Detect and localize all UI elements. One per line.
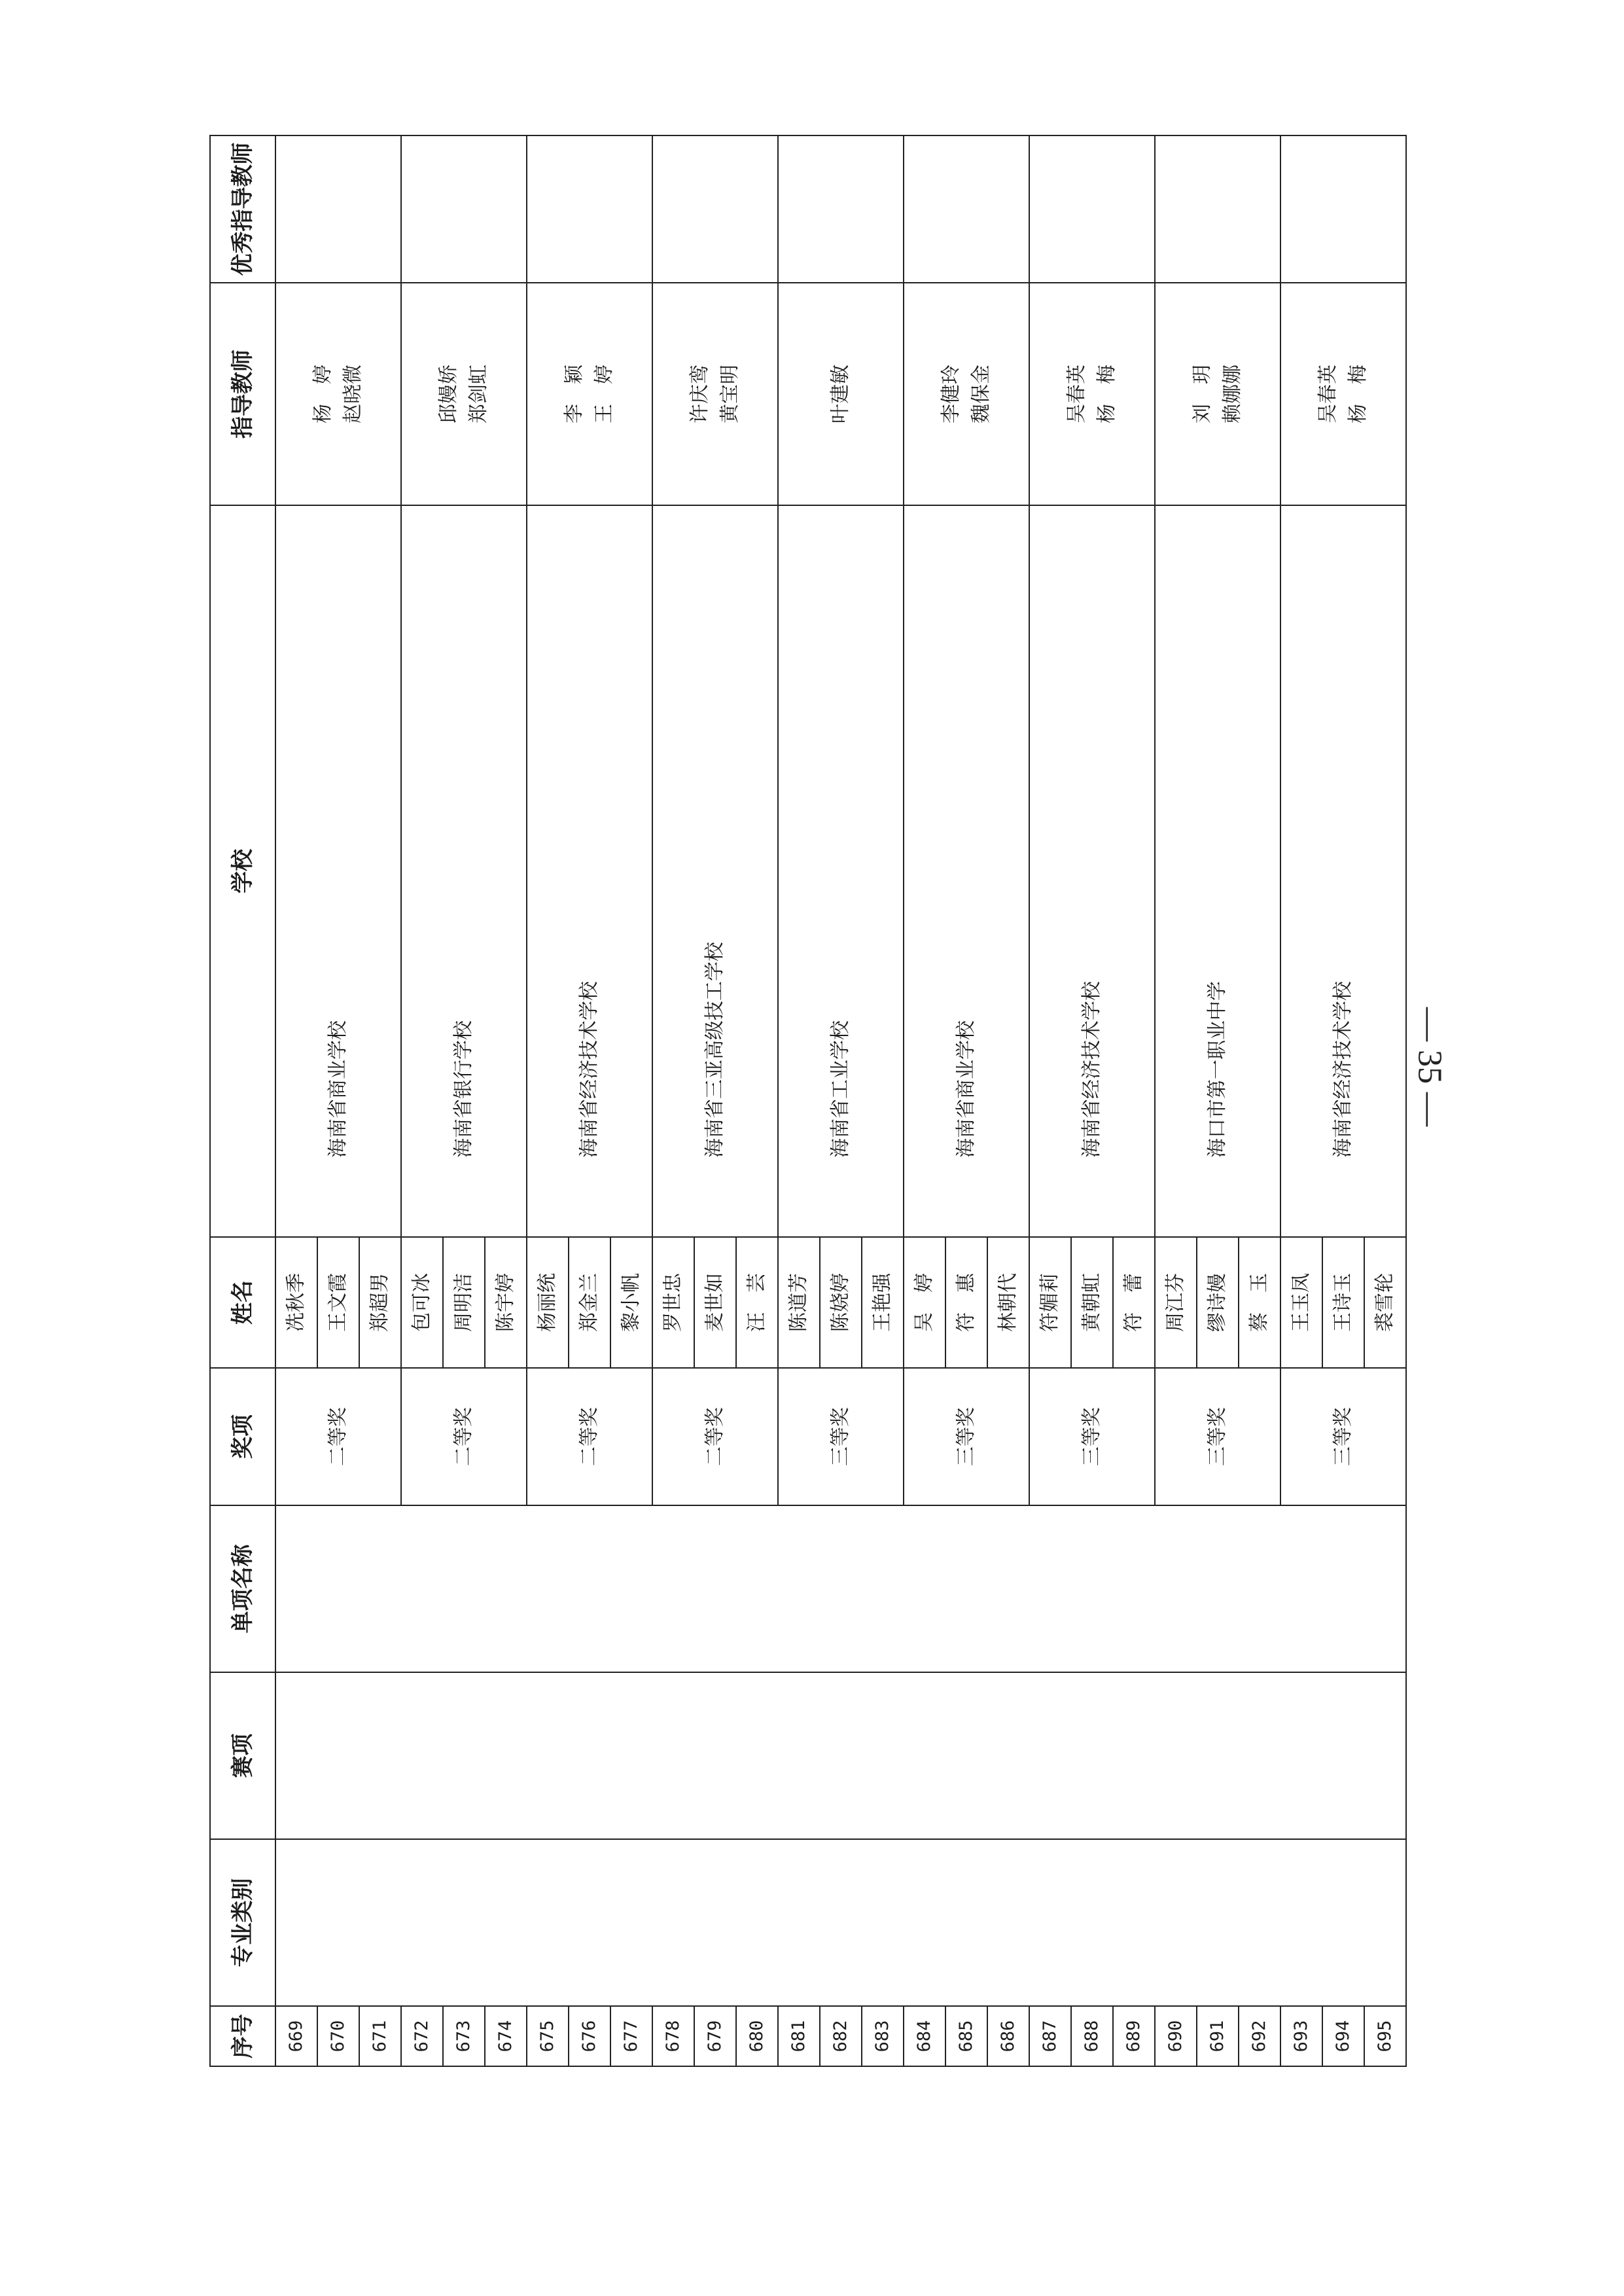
seq-cell: 690 — [1155, 2006, 1197, 2066]
school-cell: 海南省经济技术学校 — [1029, 505, 1155, 1237]
name-cell: 陈道芳 — [778, 1237, 820, 1368]
seq-cell: 682 — [820, 2006, 862, 2066]
award-cell: 三等奖 — [1280, 1368, 1406, 1505]
seq-cell: 684 — [904, 2006, 945, 2066]
name-cell: 汪 芸 — [736, 1237, 778, 1368]
teacher-cell: 吴春英 杨 梅 — [1029, 283, 1155, 505]
award-cell: 三等奖 — [778, 1368, 904, 1505]
teacher-cell: 邱嫚娇 郑剑虹 — [401, 283, 527, 505]
seq-cell: 683 — [862, 2006, 904, 2066]
name-cell: 缪诗嫚 — [1197, 1237, 1239, 1368]
seq-cell: 676 — [569, 2006, 610, 2066]
school-cell: 海南省经济技术学校 — [527, 505, 652, 1237]
school-cell: 海南省三亚高级技工学校 — [652, 505, 778, 1237]
header-category: 专业类别 — [210, 1839, 275, 2006]
school-cell: 海南省商业学校 — [275, 505, 401, 1237]
name-cell: 包可冰 — [401, 1237, 443, 1368]
excellent-teacher-cell — [1029, 135, 1155, 283]
name-cell: 陈宇婷 — [485, 1237, 527, 1368]
name-cell: 符媚莉 — [1029, 1237, 1071, 1368]
teacher-cell: 杨 婷 赵晓微 — [275, 283, 401, 505]
seq-cell: 681 — [778, 2006, 820, 2066]
seq-cell: 694 — [1322, 2006, 1364, 2066]
name-cell: 符 惠 — [945, 1237, 987, 1368]
seq-cell: 691 — [1197, 2006, 1239, 2066]
name-cell: 王文霞 — [317, 1237, 359, 1368]
name-cell: 麦世如 — [694, 1237, 736, 1368]
excellent-teacher-cell — [1280, 135, 1406, 283]
name-cell: 林朝代 — [987, 1237, 1029, 1368]
header-award: 奖项 — [210, 1368, 275, 1505]
header-teacher: 指导教师 — [210, 283, 275, 505]
event-cell — [275, 1672, 1406, 1839]
teacher-cell: 吴春英 杨 梅 — [1280, 283, 1406, 505]
teacher-cell: 叶建敏 — [778, 283, 904, 505]
header-name: 姓名 — [210, 1237, 275, 1368]
teacher-cell: 许庆鸾 黄宝明 — [652, 283, 778, 505]
seq-cell: 670 — [317, 2006, 359, 2066]
name-cell: 蔡 玉 — [1239, 1237, 1280, 1368]
seq-cell: 685 — [945, 2006, 987, 2066]
seq-cell: 675 — [527, 2006, 569, 2066]
school-cell: 海南省工业学校 — [778, 505, 904, 1237]
name-cell: 冼秋季 — [275, 1237, 317, 1368]
seq-cell: 692 — [1239, 2006, 1280, 2066]
excellent-teacher-cell — [652, 135, 778, 283]
table-row — [275, 135, 317, 2066]
header-school: 学校 — [210, 505, 275, 1237]
seq-cell: 677 — [610, 2006, 652, 2066]
award-cell: 二等奖 — [652, 1368, 778, 1505]
header-seq: 序号 — [210, 2006, 275, 2066]
seq-cell: 678 — [652, 2006, 694, 2066]
seq-cell: 672 — [401, 2006, 443, 2066]
seq-cell: 674 — [485, 2006, 527, 2066]
school-cell: 海南省商业学校 — [904, 505, 1029, 1237]
page-number: — 35 — — [1411, 1007, 1449, 1126]
name-cell: 郑金兰 — [569, 1237, 610, 1368]
award-cell: 三等奖 — [1029, 1368, 1155, 1505]
award-cell: 二等奖 — [275, 1368, 401, 1505]
teacher-cell: 刘 玥 赖娜娜 — [1155, 283, 1280, 505]
excellent-teacher-cell — [527, 135, 652, 283]
teacher-cell: 李健玲 魏保金 — [904, 283, 1029, 505]
award-table — [209, 135, 1407, 2067]
name-cell: 杨丽统 — [527, 1237, 569, 1368]
excellent-teacher-cell — [778, 135, 904, 283]
excellent-teacher-cell — [401, 135, 527, 283]
excellent-teacher-cell — [904, 135, 1029, 283]
seq-cell: 669 — [275, 2006, 317, 2066]
seq-cell: 686 — [987, 2006, 1029, 2066]
teacher-cell: 李 颖 王 婷 — [527, 283, 652, 505]
header-single: 单项名称 — [210, 1505, 275, 1672]
seq-cell: 695 — [1364, 2006, 1406, 2066]
name-cell: 郑超男 — [359, 1237, 401, 1368]
award-cell: 三等奖 — [1155, 1368, 1280, 1505]
award-cell: 二等奖 — [401, 1368, 527, 1505]
school-cell: 海南省经济技术学校 — [1280, 505, 1406, 1237]
table-body — [275, 135, 1406, 2066]
seq-cell: 671 — [359, 2006, 401, 2066]
award-cell: 二等奖 — [527, 1368, 652, 1505]
rotated-table-wrapper — [209, 136, 1397, 2067]
school-cell: 海口市第一职业中学 — [1155, 505, 1280, 1237]
name-cell: 符 蕾 — [1113, 1237, 1155, 1368]
seq-cell: 689 — [1113, 2006, 1155, 2066]
name-cell: 王玉凤 — [1280, 1237, 1322, 1368]
seq-cell: 679 — [694, 2006, 736, 2066]
name-cell: 黄朝虹 — [1071, 1237, 1113, 1368]
single-name-cell — [275, 1505, 1406, 1672]
seq-cell: 680 — [736, 2006, 778, 2066]
award-cell: 三等奖 — [904, 1368, 1029, 1505]
category-cell — [275, 1839, 1406, 2006]
name-cell: 黎小帆 — [610, 1237, 652, 1368]
name-cell: 周江芬 — [1155, 1237, 1197, 1368]
name-cell: 吴 婷 — [904, 1237, 945, 1368]
name-cell: 王艳强 — [862, 1237, 904, 1368]
seq-cell: 673 — [443, 2006, 485, 2066]
header-row — [210, 135, 275, 2066]
excellent-teacher-cell — [275, 135, 401, 283]
excellent-teacher-cell — [1155, 135, 1280, 283]
seq-cell: 687 — [1029, 2006, 1071, 2066]
header-event: 赛项 — [210, 1672, 275, 1839]
name-cell: 王诗玉 — [1322, 1237, 1364, 1368]
seq-cell: 693 — [1280, 2006, 1322, 2066]
name-cell: 陈娆婷 — [820, 1237, 862, 1368]
seq-cell: 688 — [1071, 2006, 1113, 2066]
name-cell: 罗世忠 — [652, 1237, 694, 1368]
name-cell: 周明洁 — [443, 1237, 485, 1368]
school-cell: 海南省银行学校 — [401, 505, 527, 1237]
name-cell: 裘雪轮 — [1364, 1237, 1406, 1368]
header-excellent-teacher: 优秀指导教师 — [210, 135, 275, 283]
